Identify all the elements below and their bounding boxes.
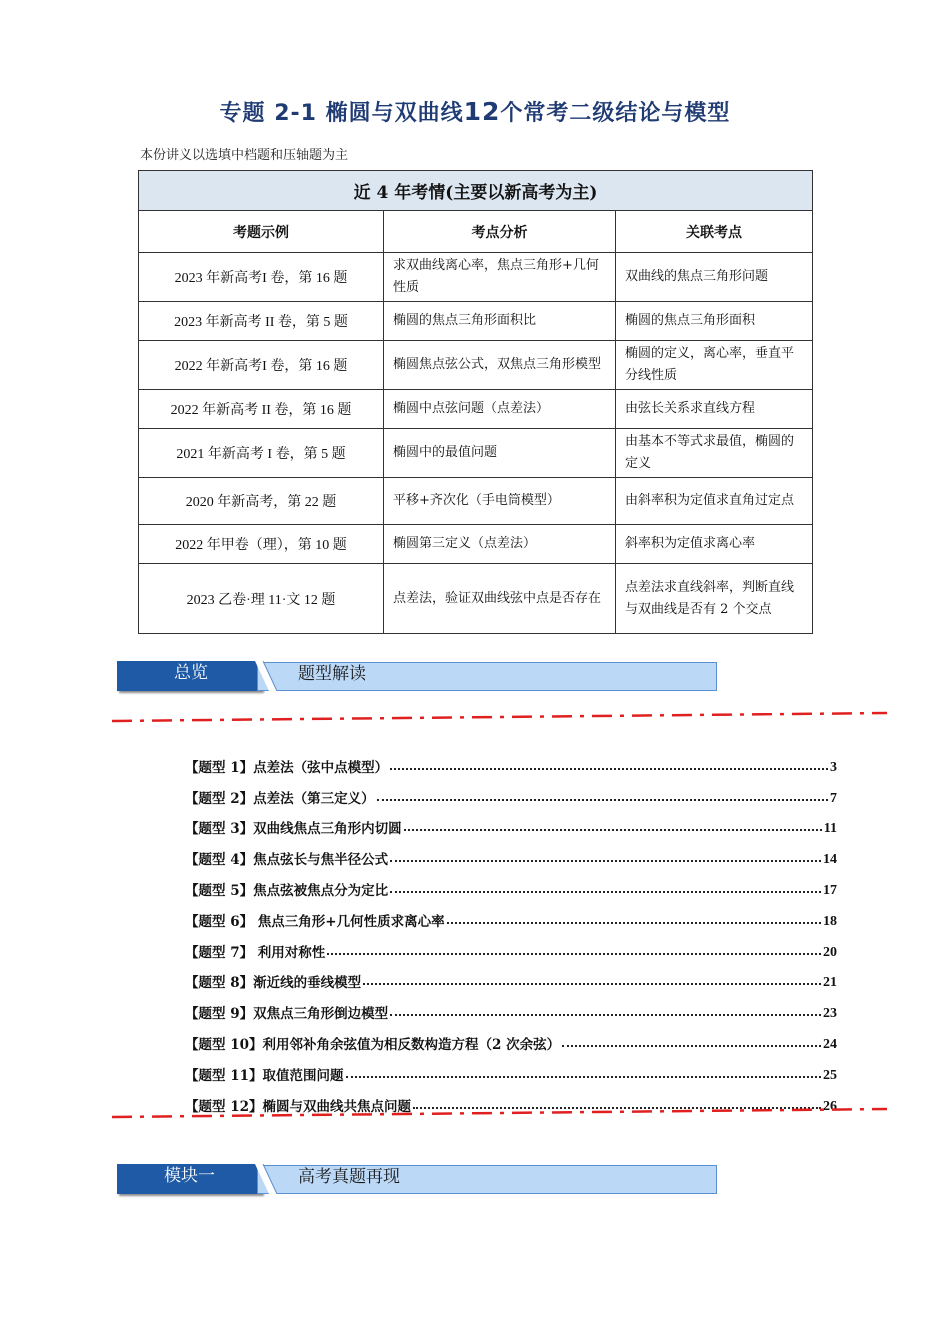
toc-leader-dots: [346, 1076, 822, 1078]
exam-example-cell: 2023 年新高考 II 卷，第 5 题: [139, 302, 384, 341]
table-row: [139, 429, 813, 478]
exam-table: [138, 170, 813, 634]
toc-item[interactable]: [185, 807, 837, 838]
exam-analysis-cell: 求双曲线离心率，焦点三角形+几何性质: [384, 253, 616, 302]
toc-item-label: 【题型 12】椭圆与双曲线共焦点问题: [185, 1098, 411, 1115]
banner-notch: [255, 1164, 279, 1194]
toc-leader-dots: [327, 953, 821, 955]
title-prefix: 专题 2-1 椭圆与双曲线: [219, 101, 464, 126]
dashed-divider: [112, 711, 887, 725]
banner-label: 高考真题再现: [298, 1167, 400, 1187]
banner-label: 题型解读: [298, 664, 366, 684]
toc-item-label: 【题型 1】点差法（弦中点模型）: [185, 759, 389, 776]
exam-analysis-cell: 椭圆焦点弦公式，双焦点三角形模型: [384, 341, 616, 390]
table-row: [139, 341, 813, 390]
toc-item[interactable]: [185, 930, 837, 961]
banner-tag-box: [117, 1164, 262, 1194]
banner-tag: 模块一: [164, 1166, 215, 1186]
subtitle: 本份讲义以选填中档题和压轴题为主: [140, 148, 349, 163]
toc-item[interactable]: [185, 991, 837, 1022]
toc-item-page: 23: [823, 1006, 837, 1022]
toc-item-page: 7: [830, 790, 837, 806]
toc-item-label: 【题型 3】双曲线焦点三角形内切圆: [185, 821, 402, 838]
related-topic-cell: 双曲线的焦点三角形问题: [616, 253, 813, 302]
banner-tag-box: [117, 661, 262, 691]
module-banner: [117, 1164, 717, 1194]
table-row: [139, 253, 813, 302]
exam-example-cell: 2021 年新高考 I 卷，第 5 题: [139, 429, 384, 478]
toc-item-label: 【题型 8】渐近线的垂线模型: [185, 975, 362, 992]
toc-item-label: 【题型 4】焦点弦长与焦半径公式: [185, 852, 389, 869]
toc-leader-dots: [447, 922, 821, 924]
toc-item-label: 【题型 5】焦点弦被焦点分为定比: [185, 882, 389, 899]
toc-leader-dots: [377, 799, 828, 801]
exam-table-heading: 近 4 年考情(主要以新高考为主): [139, 171, 813, 211]
toc-item[interactable]: [185, 776, 837, 807]
toc-leader-dots: [390, 860, 821, 862]
exam-example-cell: 2022 年甲卷（理），第 10 题: [139, 525, 384, 564]
toc-leader-dots: [404, 829, 822, 831]
related-topic-cell: 由弦长关系求直线方程: [616, 390, 813, 429]
toc-item[interactable]: [185, 837, 837, 868]
table-row: [139, 525, 813, 564]
exam-analysis-cell: 点差法，验证双曲线弦中点是否存在: [384, 564, 616, 634]
toc-item[interactable]: [185, 745, 837, 776]
toc-item-label: 【题型 2】点差法（第三定义）: [185, 790, 375, 807]
column-header: 关联考点: [616, 211, 813, 253]
toc-item-page: 3: [830, 759, 837, 775]
dashed-divider: [112, 1107, 887, 1121]
table-row: [139, 478, 813, 525]
exam-example-cell: 2020 年新高考，第 22 题: [139, 478, 384, 525]
toc-item-page: 17: [823, 882, 837, 898]
related-topic-cell: 由斜率积为定值求直角过定点: [616, 478, 813, 525]
exam-example-cell: 2022 年新高考 II 卷，第 16 题: [139, 390, 384, 429]
toc-leader-dots: [562, 1045, 821, 1047]
toc-item-label: 【题型 6】 焦点三角形+几何性质求离心率: [185, 913, 445, 930]
toc-item-page: 25: [823, 1067, 837, 1083]
banner-notch: [255, 661, 279, 691]
banner-tag: 总览: [174, 663, 208, 683]
toc-item-page: 21: [823, 975, 837, 991]
table-row: [139, 302, 813, 341]
related-topic-cell: 点差法求直线斜率，判断直线与双曲线是否有 2 个交点: [616, 564, 813, 634]
exam-example-cell: 2023 乙卷·理 11·文 12 题: [139, 564, 384, 634]
table-row: [139, 564, 813, 634]
exam-analysis-cell: 椭圆第三定义（点差法）: [384, 525, 616, 564]
column-header: 考点分析: [384, 211, 616, 253]
exam-analysis-cell: 椭圆中的最值问题: [384, 429, 616, 478]
related-topic-cell: 由基本不等式求最值，椭圆的定义: [616, 429, 813, 478]
related-topic-cell: 斜率积为定值求离心率: [616, 525, 813, 564]
exam-analysis-cell: 椭圆中点弦问题（点差法）: [384, 390, 616, 429]
toc-list: [185, 745, 837, 1115]
overview-banner: [117, 661, 717, 691]
related-topic-cell: 椭圆的焦点三角形面积: [616, 302, 813, 341]
toc-item-page: 20: [823, 944, 837, 960]
exam-example-cell: 2023 年新高考I 卷，第 16 题: [139, 253, 384, 302]
exam-analysis-cell: 椭圆的焦点三角形面积比: [384, 302, 616, 341]
toc-leader-dots: [363, 983, 821, 985]
toc-leader-dots: [390, 1014, 821, 1016]
toc-item-page: 24: [823, 1036, 837, 1052]
exam-example-cell: 2022 年新高考I 卷，第 16 题: [139, 341, 384, 390]
table-row: [139, 390, 813, 429]
toc-item[interactable]: [185, 1053, 837, 1084]
title-suffix: 个常考二级结论与模型: [500, 101, 731, 126]
toc-leader-dots: [390, 891, 821, 893]
column-header: 考题示例: [139, 211, 384, 253]
toc-item-label: 【题型 10】利用邻补角余弦值为相反数构造方程（2 次余弦）: [185, 1036, 561, 1053]
toc-item[interactable]: [185, 868, 837, 899]
title-number: 12: [463, 97, 501, 126]
toc-item-page: 14: [823, 852, 837, 868]
exam-analysis-cell: 平移+齐次化（手电筒模型）: [384, 478, 616, 525]
toc-item-page: 11: [823, 821, 837, 837]
toc-leader-dots: [390, 768, 828, 770]
banner-label-box: [257, 1165, 717, 1194]
related-topic-cell: 椭圆的定义，离心率，垂直平分线性质: [616, 341, 813, 390]
toc-item-label: 【题型 9】双焦点三角形倒边模型: [185, 1006, 389, 1023]
toc-item[interactable]: [185, 961, 837, 992]
toc-item-label: 【题型 11】取值范围问题: [185, 1067, 344, 1084]
toc-item-page: 18: [823, 913, 837, 929]
toc-item-page: 26: [823, 1098, 837, 1114]
toc-item-label: 【题型 7】 利用对称性: [185, 944, 326, 961]
page-title: [0, 96, 950, 127]
toc-item[interactable]: [185, 899, 837, 930]
toc-item[interactable]: [185, 1022, 837, 1053]
banner-label-box: [257, 662, 717, 691]
